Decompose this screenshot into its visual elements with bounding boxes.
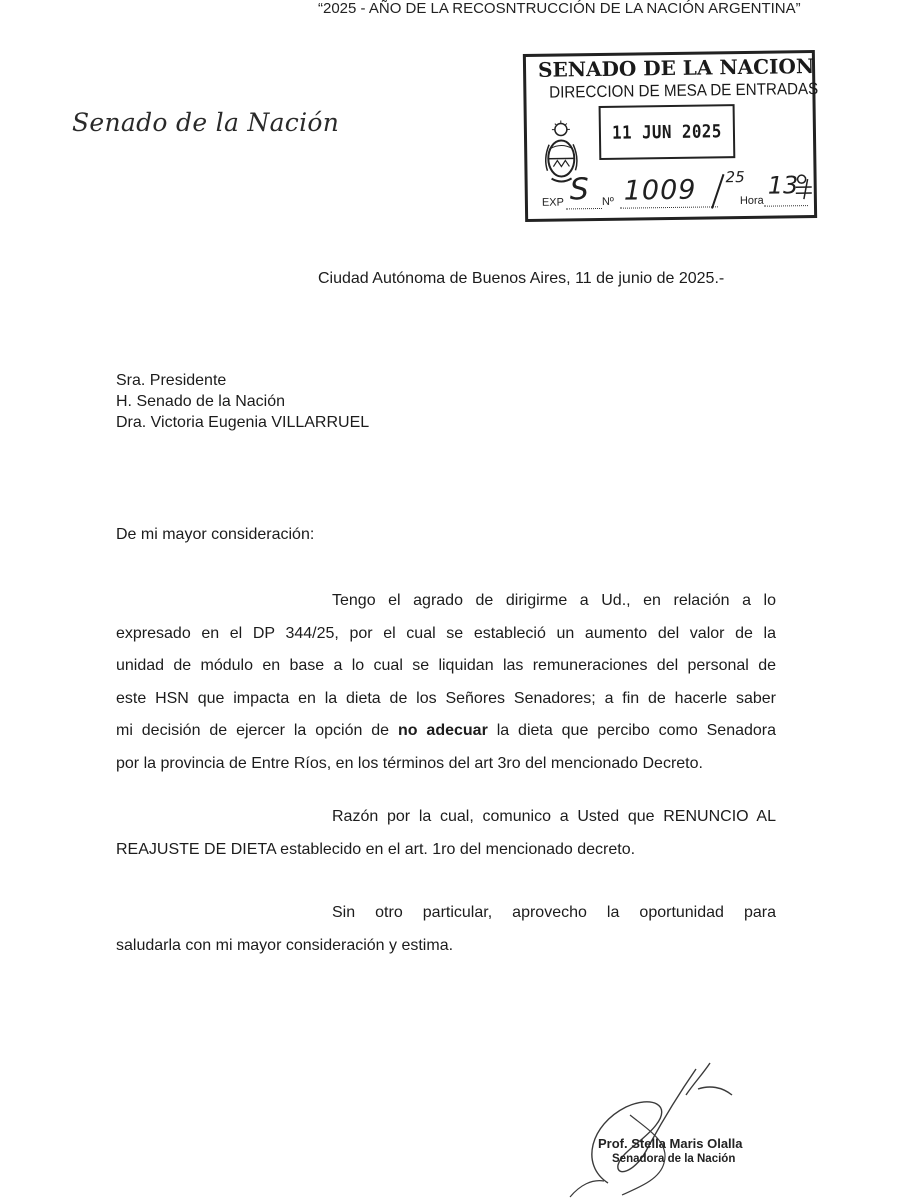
body-paragraph-1 (116, 585, 776, 780)
signatory-name: Prof. Stella Maris Olalla (598, 1136, 743, 1151)
paragraph-line: este HSN que impacta en la dieta de los Señores Senadores; a fin de hacerle saber (116, 689, 776, 707)
addressee-block (116, 370, 369, 433)
paragraph-line: Razón por la cual, comunico a Usted que RENUNCIO AL (332, 808, 776, 825)
stamp-file-line (536, 167, 813, 215)
hora-value: 13 (767, 171, 799, 200)
file-number: 1009 (623, 174, 697, 207)
paragraph-text: mi decisión de ejercer la opción de (116, 722, 390, 739)
paragraph-line: Sin otro particular, aprovecho la oportunidad para (332, 904, 776, 921)
hora-label: Hora (739, 194, 764, 208)
stamp-date-box (599, 104, 736, 160)
file-year: 25 (725, 167, 745, 187)
paragraph-line: REAJUSTE DE DIETA establecido en el art. 1ro del mencionado decreto. (116, 840, 636, 858)
signatory-title: Senadora de la Nación (612, 1153, 736, 1165)
addressee-line: Dra. Victoria Eugenia VILLARRUEL (116, 414, 370, 431)
reception-stamp (523, 50, 817, 222)
letterhead: Senado de la Nación (72, 108, 340, 137)
paragraph-line: expresado en el DP 344/25, por el cual se estableció un aumento del valor de la (116, 624, 776, 642)
handwritten-signature (560, 1055, 740, 1200)
addressee-line: Sra. Presidente (116, 372, 227, 389)
paragraph-line: saludarla con mi mayor consideración y estima. (116, 936, 454, 954)
place-and-date: Ciudad Autónoma de Buenos Aires, 11 de junio de 2025.- (318, 270, 725, 287)
handwritten-mark (794, 171, 814, 201)
body-paragraph-2 (116, 801, 776, 866)
addressee-line: H. Senado de la Nación (116, 393, 285, 410)
stamp-title: SENADO DE LA NACION (537, 53, 815, 82)
exp-label: EXP (541, 196, 565, 209)
emphasis-text: no adecuar (397, 722, 488, 739)
stamp-subtitle: DIRECCION DE MESA DE ENTRADAS (549, 79, 819, 102)
paragraph-line: por la provincia de Entre Ríos, en los términos del art 3ro del mencionado Decreto. (116, 754, 703, 772)
number-label: Nº (601, 195, 614, 208)
paragraph-text: la dieta que percibo como Senadora (496, 722, 777, 739)
body-paragraph-3 (116, 897, 776, 962)
exp-value: S (569, 172, 590, 208)
paragraph-line (116, 715, 776, 748)
salutation: De mi mayor consideración: (116, 526, 315, 543)
document-motto: “2025 - AÑO DE LA RECOSNTRUCCIÓN DE LA NACIÓN ARGENTINA” (318, 0, 801, 17)
paragraph-line: unidad de módulo en base a lo cual se liquidan las remuneraciones del personal de (116, 657, 776, 674)
paragraph-line: Tengo el agrado de dirigirme a Ud., en relación a lo (332, 592, 776, 609)
stamp-date: 11 JUN 2025 (611, 121, 722, 144)
